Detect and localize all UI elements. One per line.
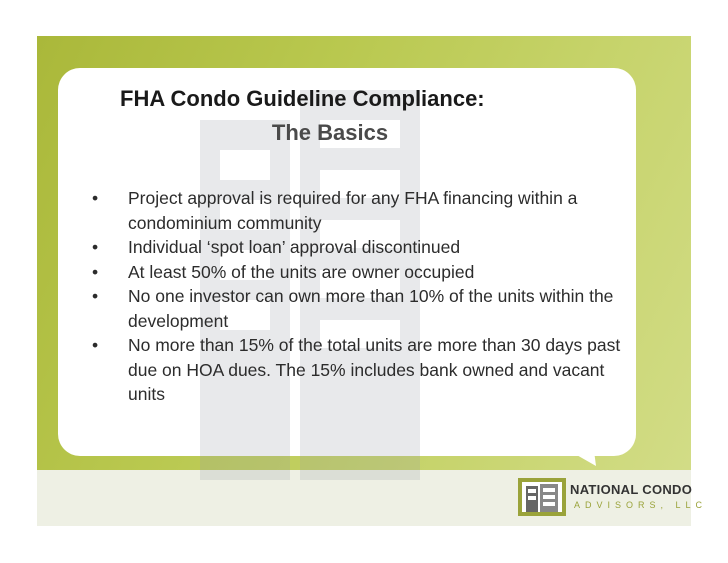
bullet-text: At least 50% of the units are owner occupied <box>128 261 475 282</box>
logo-name: NATIONAL CONDO <box>570 482 693 497</box>
bullet-item <box>92 260 632 285</box>
bullet-item <box>92 235 632 260</box>
bullet-list <box>92 186 632 407</box>
bullet-item <box>92 333 632 407</box>
bullet-marker: • <box>92 286 99 306</box>
bullet-item <box>92 186 632 235</box>
slide-title <box>0 86 728 156</box>
title-line-2: The Basics <box>271 120 389 145</box>
bullet-marker: • <box>92 188 99 208</box>
bullet-marker: • <box>92 335 99 355</box>
bullet-marker: • <box>92 237 99 257</box>
bullet-item <box>92 284 632 333</box>
bullet-text: No one investor can own more than 10% of the units within the development <box>128 286 614 331</box>
building-logo-icon <box>518 474 568 518</box>
logo-subtitle: ADVISORS, LLC <box>574 500 708 510</box>
title-line-1: FHA Condo Guideline Compliance: <box>120 86 485 111</box>
bullet-text: No more than 15% of the total units are more than 30 days past due on HOA dues. The 15% includes bank owned and vacant units <box>128 335 621 404</box>
speech-bubble-tail <box>530 420 600 470</box>
bullet-marker: • <box>92 261 99 282</box>
bullet-text: Individual ‘spot loan’ approval discontinued <box>128 237 461 257</box>
company-logo <box>518 474 708 520</box>
bullet-text: Project approval is required for any FHA financing within a condominium community <box>128 188 578 233</box>
